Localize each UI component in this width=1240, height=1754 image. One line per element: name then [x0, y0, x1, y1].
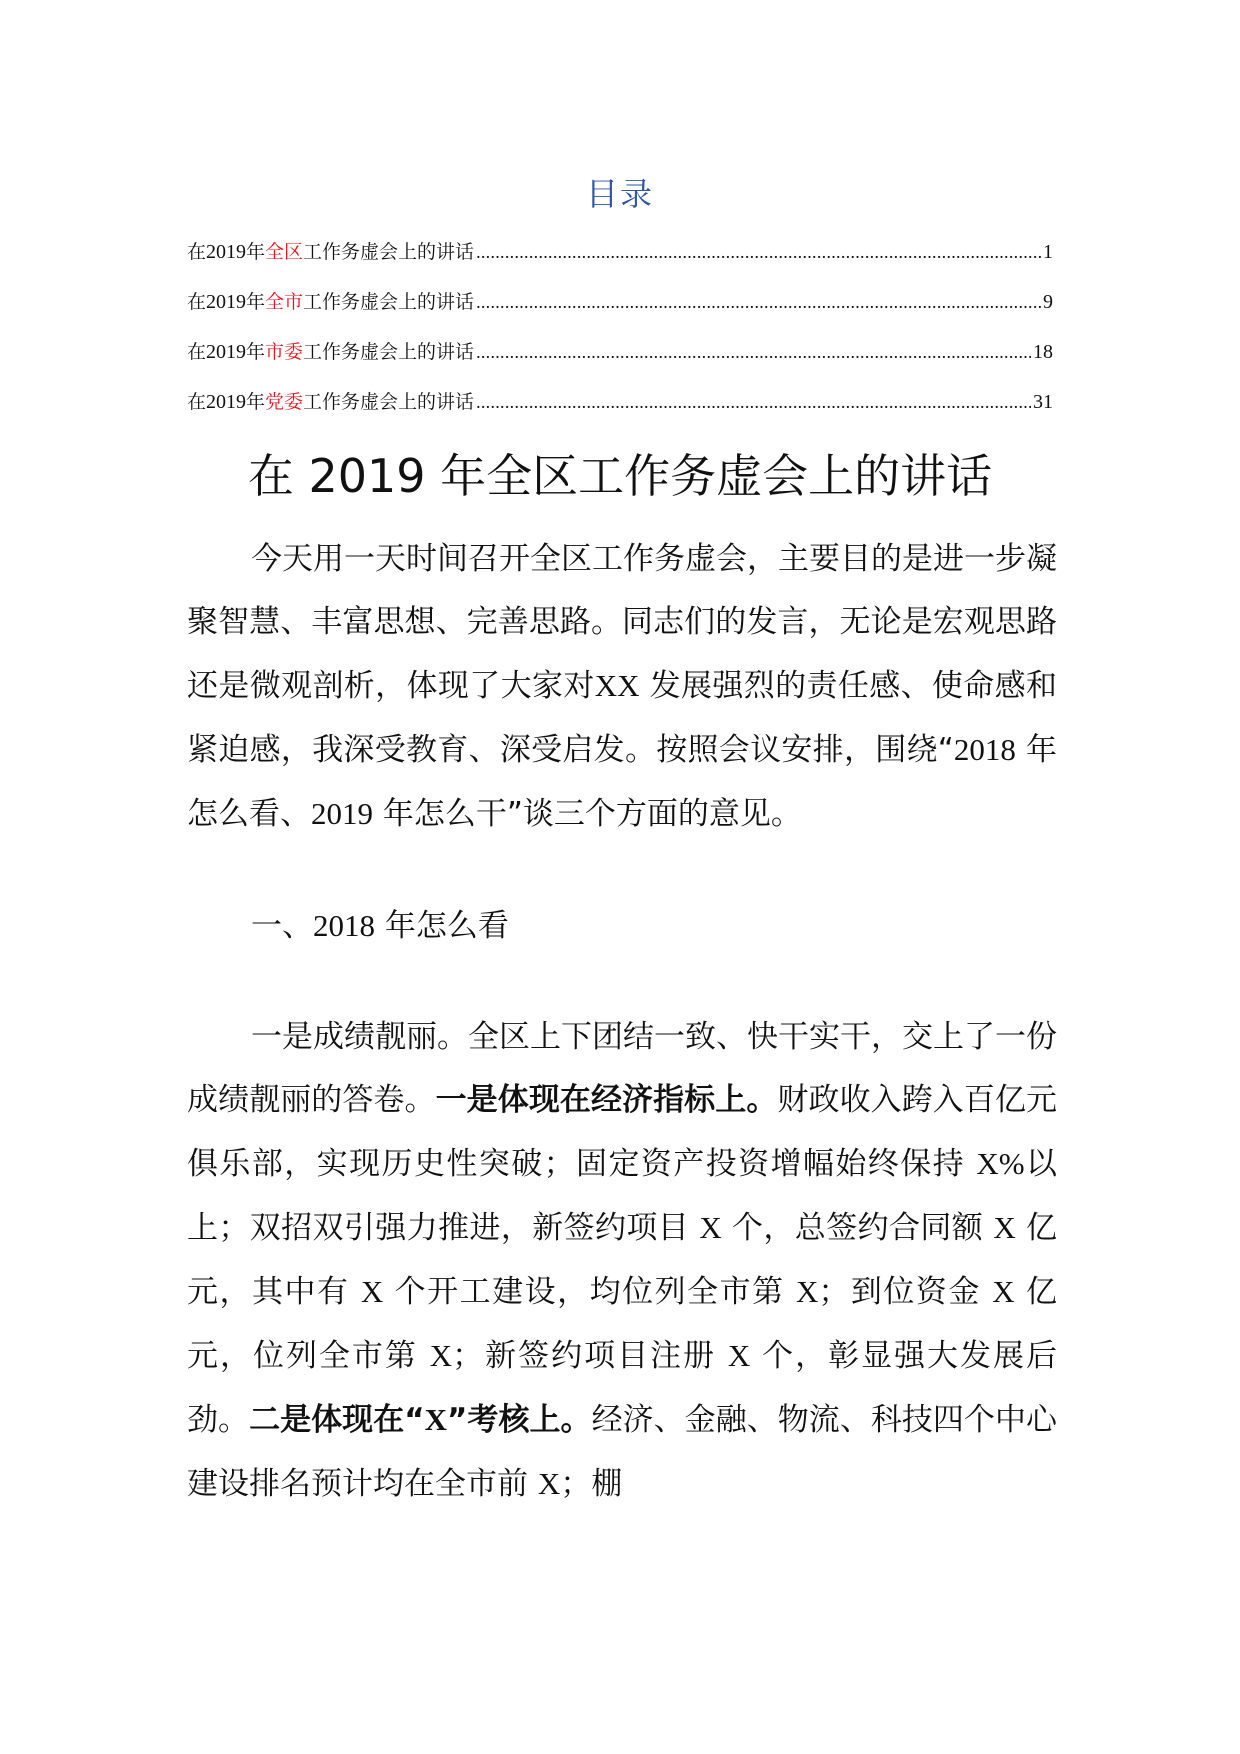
- body-paragraph: [187, 1006, 1057, 1516]
- toc-leader-dots: [476, 290, 1041, 314]
- toc-entry-mid: 年: [246, 241, 266, 263]
- toc-entry-suffix: 工作务虚会上的讲话: [303, 391, 475, 413]
- toc-entry-year: 2019: [206, 241, 247, 263]
- text-run: 年怎么干”谈三个方面的意见。: [373, 796, 802, 832]
- toc-leader-dots: [476, 340, 1031, 364]
- text-run: 发展强烈的责任感、使命感和紧迫感，我深受教育、深受启发。按照会议安排，围绕“: [187, 668, 1058, 768]
- toc-entry-mid: 年: [246, 291, 266, 313]
- heading-year: 2018: [313, 908, 375, 943]
- toc-leader-dots: [476, 240, 1041, 264]
- text-run: 2018: [953, 732, 1016, 767]
- toc-entry-prefix: 在: [187, 291, 207, 313]
- text-run: X: [992, 1274, 1015, 1309]
- toc-entry-prefix: 在: [187, 241, 207, 263]
- toc-entry-year: 2019: [206, 391, 247, 413]
- toc-entry-highlight: 全市: [265, 291, 304, 313]
- bold-text-run: ”考核上。: [447, 1402, 592, 1438]
- toc-page-number: 18: [1033, 341, 1053, 363]
- text-run: ；新签约项目注册: [452, 1338, 728, 1374]
- text-run: 一是成绩靓丽。全区上下团结一致、快干实干，交上了一份成绩靓丽的答卷。: [187, 1019, 1057, 1118]
- toc-entry[interactable]: [187, 340, 1053, 390]
- bold-text-run: 一是体现在经济指标上。: [435, 1082, 778, 1118]
- section-heading: [187, 894, 1057, 958]
- text-run: 亿元，位列全市第: [187, 1274, 1058, 1374]
- toc-leader-dots: [476, 390, 1031, 414]
- bold-text-run: 二是体现在“: [249, 1402, 425, 1438]
- toc-page-number: 1: [1043, 241, 1053, 263]
- bold-text-run: X: [424, 1402, 448, 1437]
- document-body: [187, 528, 1057, 1516]
- toc-entry[interactable]: [187, 390, 1053, 440]
- toc-entry-highlight: 全区: [265, 241, 304, 263]
- text-run: 个，彰显强大发展后劲。: [187, 1338, 1057, 1438]
- text-run: X: [699, 1210, 722, 1245]
- toc-entry-prefix: 在: [187, 341, 207, 363]
- text-run: X: [796, 1274, 819, 1309]
- text-run: 经济、金融、物流、科技四个中心建设排名预计均在全市前: [187, 1402, 1058, 1502]
- text-run: 年怎么看、: [187, 732, 1057, 832]
- table-of-contents: [187, 240, 1053, 440]
- document-title: 在 2019 年全区工作务虚会上的讲话: [247, 449, 993, 503]
- toc-entry-highlight: 市委: [265, 341, 304, 363]
- text-run: XX: [594, 668, 640, 703]
- text-run: 财政收入跨入百亿元俱乐部，实现历史性突破；固定资产投资增幅始终保持: [187, 1082, 1058, 1182]
- toc-entry-suffix: 工作务虚会上的讲话: [303, 241, 475, 263]
- toc-entry-suffix: 工作务虚会上的讲话: [303, 341, 475, 363]
- text-run: X: [360, 1274, 384, 1309]
- text-run: 以上；双招双引强力推进，新签约项目: [187, 1146, 1057, 1246]
- heading-suffix: 年怎么看: [375, 908, 509, 944]
- toc-entry-highlight: 党委: [265, 391, 304, 413]
- toc-entry-year: 2019: [206, 341, 247, 363]
- text-run: 2019: [311, 796, 373, 831]
- text-run: X: [727, 1338, 751, 1373]
- text-run: 个开工建设，均位列全市第: [383, 1274, 796, 1310]
- text-run: X%: [976, 1146, 1025, 1181]
- heading-prefix: 一、: [251, 908, 313, 944]
- text-run: ；到位资金: [818, 1274, 993, 1310]
- toc-page-number: 9: [1043, 291, 1053, 313]
- toc-entry-mid: 年: [246, 341, 266, 363]
- text-run: 亿元，其中有: [187, 1210, 1057, 1310]
- toc-entry-suffix: 工作务虚会上的讲话: [303, 291, 475, 313]
- text-run: X: [993, 1210, 1016, 1245]
- toc-entry-year: 2019: [206, 291, 247, 313]
- text-run: 个，总签约合同额: [721, 1210, 994, 1246]
- toc-title: 目录: [585, 175, 654, 213]
- toc-entry-prefix: 在: [187, 391, 207, 413]
- text-run: ；棚: [560, 1466, 623, 1502]
- toc-page-number: 31: [1033, 391, 1053, 413]
- text-run: X: [537, 1466, 561, 1501]
- toc-entry[interactable]: [187, 290, 1053, 340]
- toc-entry-mid: 年: [246, 391, 266, 413]
- intro-paragraph: [187, 528, 1057, 846]
- text-run: X: [429, 1338, 453, 1373]
- toc-entry[interactable]: [187, 240, 1053, 290]
- text-run: 今天用一天时间召开全区工作务虚会，主要目的是进一步凝聚智慧、丰富思想、完善思路。同志们的发言，无论是宏观思路还是微观剖析，体现了大家对: [187, 541, 1057, 704]
